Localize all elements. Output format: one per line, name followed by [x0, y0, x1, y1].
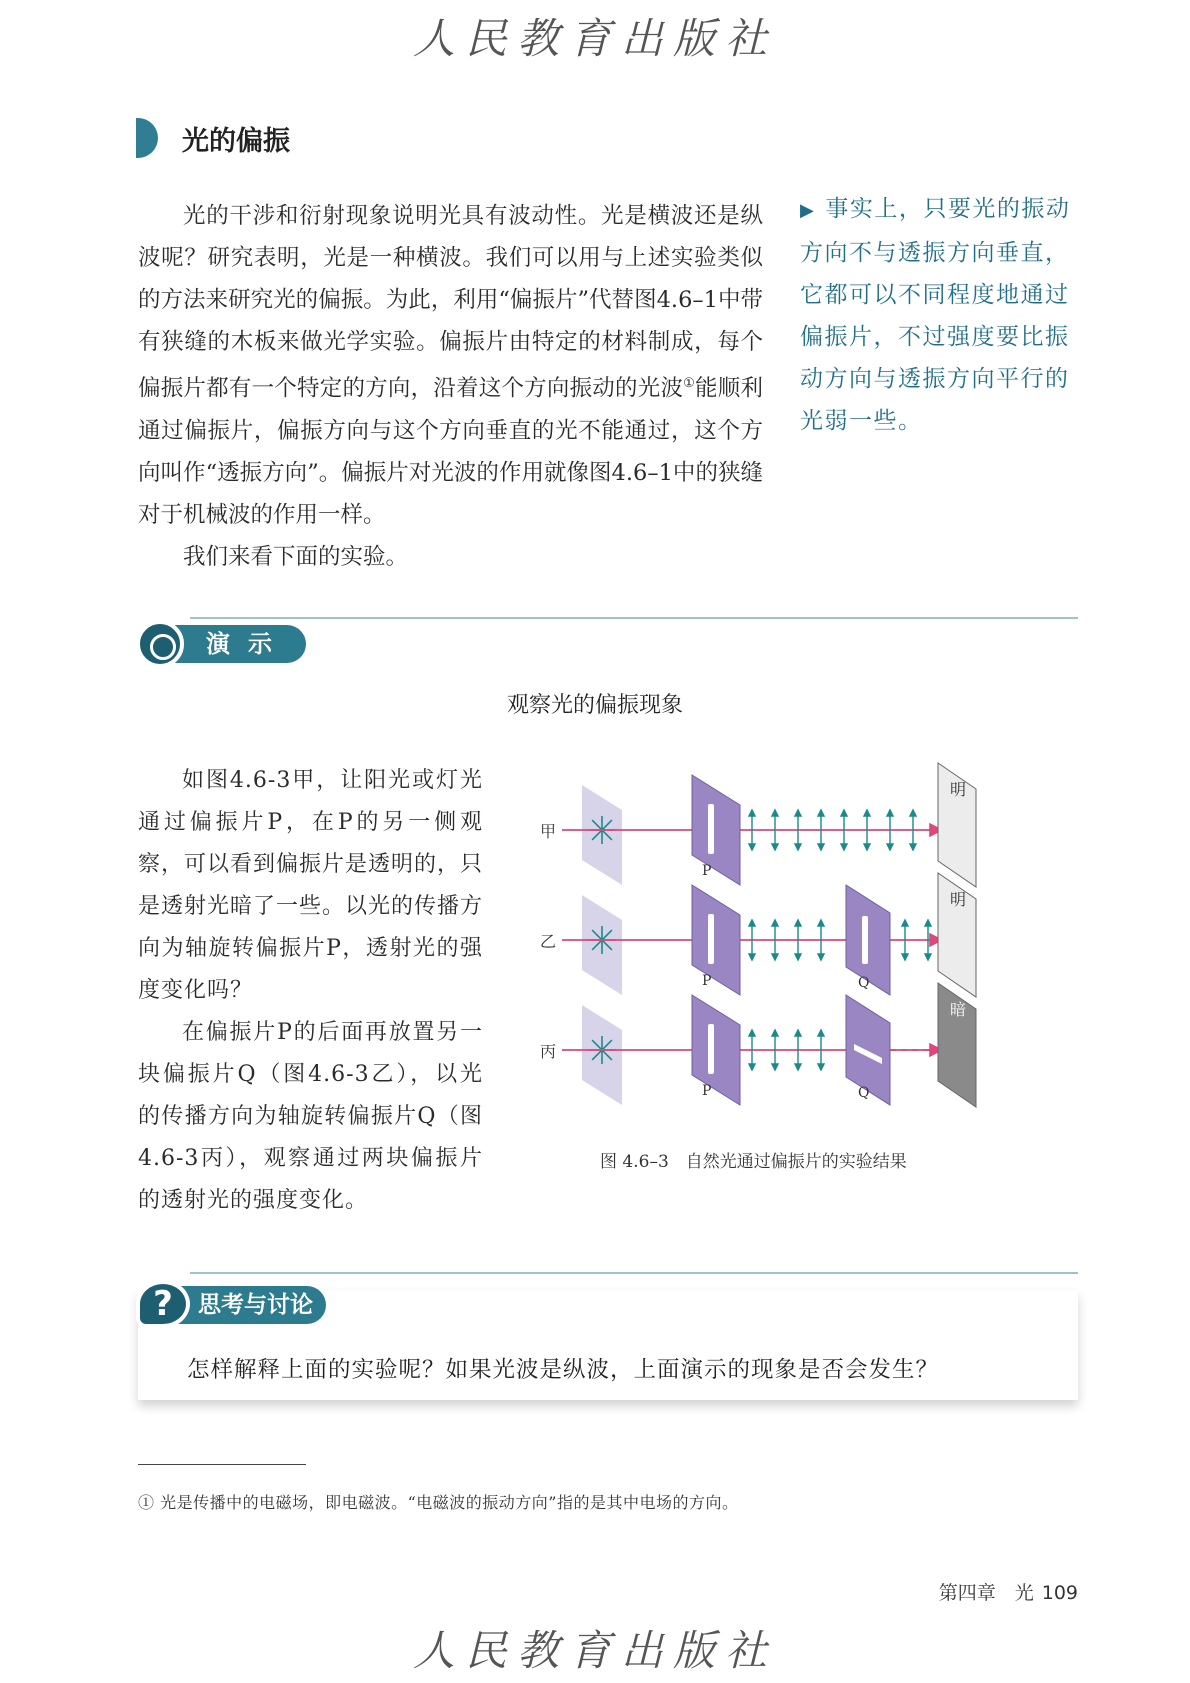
- polarizer-p: [692, 885, 740, 995]
- row-label: 甲: [540, 822, 557, 841]
- polarizer-p-slit: [708, 914, 714, 964]
- think-badge-label: 思考与讨论: [176, 1286, 326, 1324]
- main-paragraph-1: [138, 195, 763, 536]
- polarizer-q-label: Q: [858, 975, 870, 991]
- demo-divider: [190, 617, 1078, 619]
- demo-paragraph-1: 如图4.6-3甲，让阳光或灯光通过偏振片P，在P的另一侧观察，可以看到偏振片是透明的，只是透射光暗了一些。以光的传播方向为轴旋转偏振片P，透射光的强度变化吗？: [138, 768, 484, 1003]
- chapter-label: 第四章 光: [938, 1582, 1034, 1604]
- polarizer-p-label: P: [702, 973, 712, 989]
- margin-note-text: 事实上，只要光的振动方向不与透振方向垂直，它都可以不同程度地通过偏振片，不过强度要比振动方向与透振方向平行的光弱一些。: [800, 196, 1071, 434]
- section-marker: [136, 118, 158, 158]
- demo-text: [138, 760, 483, 1222]
- page-footer: [939, 1578, 1078, 1605]
- margin-note: [800, 188, 1082, 442]
- polarizer-p-slit: [708, 804, 714, 854]
- main-paragraph-1-part-a: 光的干涉和衍射现象说明光具有波动性。光是横波还是纵波呢？研究表明，光是一种横波。我们可以用与上述实验类似的方法来研究光的偏振。为此，利用“偏振片”代替图4.6–1中带有狭缝的木板来做光学实验。偏振片由特定的材料制成，每个偏振片都有一个特定的方向，沿着这个方向振动的光波: [138, 203, 763, 402]
- screen-label: 明: [950, 890, 967, 909]
- polarizer-p-label: P: [702, 863, 712, 879]
- publisher-watermark-bottom: 人民教育出版社: [412, 1626, 777, 1675]
- main-paragraph-2: 我们来看下面的实验。: [183, 543, 409, 570]
- triangle-right-icon: ▶: [800, 200, 816, 221]
- section-title: 光的偏振: [182, 125, 290, 157]
- think-text: 怎样解释上面的实验呢？如果光波是纵波，上面演示的现象是否会发生？: [187, 1357, 940, 1383]
- question-icon: ?: [136, 1280, 190, 1328]
- polarization-figure: [540, 760, 1080, 1140]
- polarizer-p: [692, 775, 740, 885]
- figure-row-1: [540, 763, 976, 887]
- row-label: 乙: [540, 932, 557, 951]
- figure-row-2: [540, 873, 976, 997]
- footnote-divider: [138, 1464, 306, 1465]
- polarizer-p-label: P: [702, 1083, 712, 1099]
- demo-title: 观察光的偏振现象: [506, 693, 683, 718]
- screen-label: 明: [950, 780, 967, 799]
- footnote-ref: ①: [683, 376, 696, 391]
- figure-caption: 图 4.6–3 自然光通过偏振片的实验结果: [600, 1152, 907, 1172]
- polarizer-p-slit: [708, 1024, 714, 1074]
- row-label: 丙: [540, 1042, 557, 1061]
- footnote: ① 光是传播中的电磁场，即电磁波。“电磁波的振动方向”指的是其中电场的方向。: [138, 1493, 739, 1512]
- main-paragraph-1-part-b: 能顺利通过偏振片，偏振方向与这个方向垂直的光不能通过，这个方向叫作“透振方向”。偏振片对光波的作用就像图4.6–1中的狭缝对于机械波的作用一样。: [138, 375, 763, 528]
- demo-paragraph-2: 在偏振片P的后面再放置另一块偏振片Q（图4.6-3乙），以光的传播方向为轴旋转偏振片Q（图4.6-3丙），观察通过两块偏振片的透射光的强度变化。: [138, 1020, 483, 1213]
- think-badge: [136, 1280, 326, 1328]
- think-divider: [190, 1272, 1078, 1274]
- magnifier-icon: [136, 620, 184, 668]
- polarizer-q-label: Q: [858, 1085, 870, 1101]
- section-heading: [136, 118, 290, 158]
- demo-badge-label: 演示: [164, 625, 306, 663]
- main-text: [138, 195, 763, 578]
- page-number: 109: [1041, 1582, 1078, 1604]
- polarizer-p: [692, 995, 740, 1105]
- publisher-watermark-top: 人民教育出版社: [412, 14, 777, 63]
- figure-row-3: [540, 983, 976, 1107]
- demo-badge: [136, 620, 306, 666]
- polarizer-q-slit: [862, 916, 868, 964]
- screen-label: 暗: [950, 1000, 967, 1019]
